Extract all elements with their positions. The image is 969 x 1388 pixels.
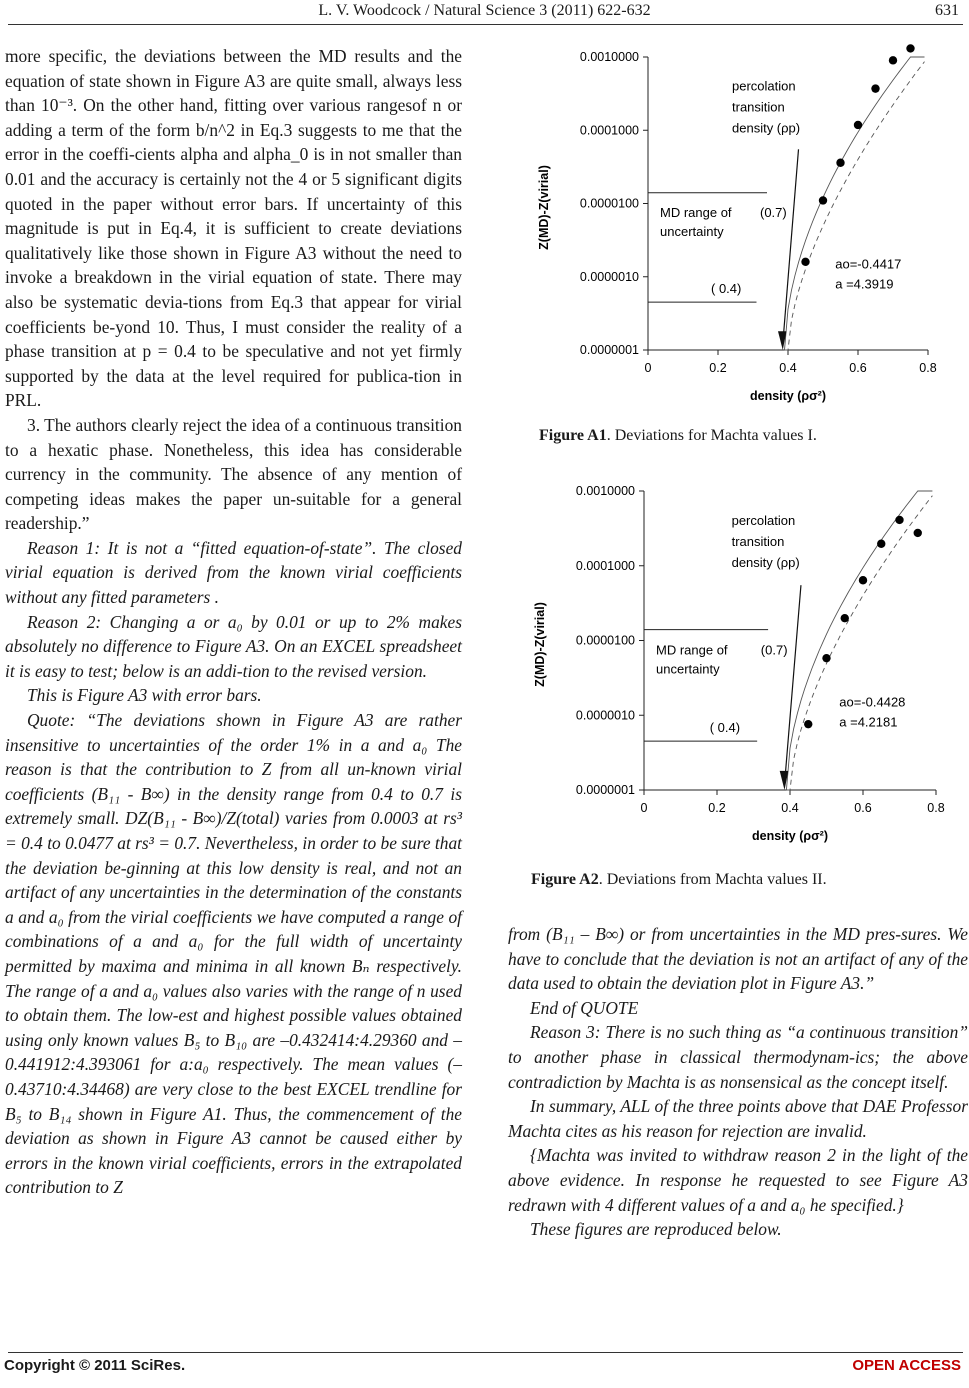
y-axis-label: Z(MD)-Z(virial) (533, 602, 547, 687)
page-number: 631 (935, 2, 959, 19)
running-title: L. V. Woodcock / Natural Science 3 (2011) 622-632 (318, 2, 651, 19)
percolation-label: transition (732, 99, 785, 115)
data-point (871, 84, 879, 92)
paragraph: Reason 2: Changing a or a₀ by 0.01 or up to 2% makes absolutely no difference to Figure A3. On an EXCEL spreadsheet it is easy to test; below is an addi-tion to the revised version. (5, 611, 462, 681)
data-point (819, 196, 827, 204)
md-range-label: MD range of (656, 642, 728, 658)
reference-curve-solid (786, 491, 932, 790)
data-point (895, 516, 903, 524)
data-point (859, 576, 867, 584)
parameter-label: a =4.3919 (835, 276, 894, 292)
x-tick-label: 0.6 (854, 801, 872, 815)
y-tick-label: 0.0000100 (575, 633, 635, 648)
parameter-label: a =4.2181 (839, 714, 898, 730)
percolation-arrow (783, 149, 799, 344)
paragraph: These figures are reproduced below. (530, 1219, 782, 1240)
percolation-label: percolation (732, 78, 796, 94)
figure-a2-caption (531, 871, 827, 889)
data-point (836, 159, 844, 167)
x-tick-label: 0.8 (927, 801, 945, 815)
x-tick-label: 0.6 (849, 361, 867, 375)
caption-label: Figure A1 (539, 427, 607, 444)
paragraph: Reason 3: There is no such thing as “a continuous transition” to another phase in classical thermodynam-ics; the above contradiction by Machta is as nonsensical as the concept itself. (508, 1022, 968, 1092)
x-tick-label: 0.8 (919, 361, 937, 375)
reference-curve-dashed (786, 496, 932, 790)
x-axis-label: density (ρσ²) (749, 389, 827, 403)
data-point (801, 258, 809, 266)
right-column (508, 922, 968, 1242)
percolation-label: density (ρp) (732, 120, 801, 136)
paragraph: from (B₁₁ – B∞) or from uncertainties in the MD pres-sures. We have to conclude that the deviation is not an artifact of any of the data used to obtain the deviation plot in Figure A3.” (508, 924, 968, 994)
data-point (914, 529, 922, 537)
md-range-label: uncertainty (656, 661, 720, 677)
caption-text: . Deviations for Machta values I. (606, 427, 817, 444)
y-tick-label: 0.0000010 (579, 269, 639, 284)
paragraph: Reason 1: It is not a “fitted equation-of-state”. The closed virial equation is derived from the known virial coefficients without any fitted parameters . (5, 537, 462, 608)
parameter-label: ao=-0.4417 (835, 256, 902, 272)
reference-curve-solid (785, 57, 925, 350)
percolation-arrow (785, 585, 801, 784)
paragraph: more specific, the deviations between the MD results and the equation of state shown in Figure A3 are quite small, always less than 10⁻³. On the other hand, fitting over various rangesof n or adding a term of the form b/n^2 in Eq.3 suggests to me that the error in the coeffi-cients alpha and alpha_0 is in not smaller than 0.01 and the accuracy is certainly not the 4 or 5 significant digits quoted in the paper without error bars. If uncertainty of this magnitude is put in Eq.4, it is sufficient to create deviations qualitatively like those shown in Figure A3 without the need to invoke a breakdown in the virial equation of state. There may also be systematic devia-tions from Eq.3 that appear for virial coefficients be-yond 10. Thus, I must consider the reality of a phase transition at p = 0.4 to be speculative and not yet firmly supported by the data at the level required for publica-tion in PRL. (5, 46, 462, 411)
x-tick-label: 0 (644, 361, 652, 375)
y-tick-label: 0.0010000 (575, 484, 635, 498)
y-tick-label: 0.0000010 (575, 708, 635, 723)
percolation-label: percolation (731, 513, 796, 529)
header-rule (8, 24, 963, 25)
x-tick-label: 0.4 (781, 801, 799, 815)
paragraph: In summary, ALL of the three points above that DAE Professor Machta cites as his reason for rejection are invalid. (508, 1096, 968, 1141)
paragraph: End of QUOTE (530, 997, 639, 1018)
data-point (854, 121, 862, 129)
paragraph: Quote: “The deviations shown in Figure A3 are rather insensitive to uncertainties of the order 1% in a and a₀ The reason is that the contribution to Z from all un-known virial coefficients (B₁₁ - B∞) in the density range from 0.4 to 0.7 is extremely small. DZ(B₁₁ - B∞)/Z(total) varies from 0.0003 at rs³ = 0.4 to 0.0477 at rs³ = 0.7. Nevertheless, in order to be sure that the deviation be-ginning at this low density is real, and not an artifact of any uncertainties in the determination of the constants a and a₀ from the virial coefficients we have computed a range of combinations of a and a₀ for the full width of uncertainty permitted by maxima and minima in all known Bₙ respectively. The range of a and a₀ values also varies with the range of n used to obtain them. The low-est and highest possible values obtained using only known values B₅ to B₁₀ are –0.432414:4.29360 and –0.441912:4.393061 for a:a₀ respectively. The mean values (–0.43710:4.34468) are very close to the best EXCEL trendline for B₅ to B₁₄ shown in Figure A1. Thus, the commencement of the deviation as shown in Figure A3 cannot be caused either by errors in the known virial coefficients, errors in the extrapolated contribution to Z (5, 710, 462, 1198)
data-point (804, 720, 812, 728)
figure-a1-caption (539, 427, 817, 445)
x-axis-label: density (ρσ²) (751, 829, 829, 843)
x-tick-label: 0 (640, 801, 648, 815)
percolation-label: density (ρp) (731, 555, 800, 571)
copyright: Copyright © 2011 SciRes. (4, 1357, 186, 1374)
md-range-label: uncertainty (660, 224, 724, 240)
upper-bound-label: (0.7) (760, 642, 788, 658)
running-header (0, 2, 969, 20)
left-column (5, 44, 462, 1200)
percolation-label: transition (731, 534, 785, 550)
paragraph: 3. The authors clearly reject the idea of a continuous transition to a hexatic phase. Nonetheless, this idea has considerable currency in the community. The absence of any mention of competing ideas makes the paper un-suitable for a general readership.” (5, 414, 462, 534)
y-tick-label: 0.0010000 (579, 50, 639, 64)
figure-a1-chart (520, 40, 960, 420)
y-tick-label: 0.0000001 (575, 783, 635, 797)
parameter-label: ao=-0.4428 (839, 694, 906, 710)
x-tick-label: 0.2 (708, 801, 726, 815)
data-point (841, 614, 849, 622)
y-tick-label: 0.0001000 (575, 558, 635, 573)
y-tick-label: 0.0001000 (579, 123, 639, 138)
lower-bound-label: ( 0.4) (711, 281, 742, 297)
figure-a2-chart (520, 473, 960, 858)
footer-rule (8, 1352, 963, 1353)
y-axis-label: Z(MD)-Z(virial) (537, 165, 551, 250)
lower-bound-label: ( 0.4) (709, 719, 741, 735)
data-point (889, 56, 897, 64)
y-tick-label: 0.0000001 (579, 343, 639, 357)
data-point (822, 654, 830, 662)
x-tick-label: 0.4 (779, 361, 797, 375)
paragraph: {Machta was invited to withdraw reason 2 in the light of the above evidence. In response he requested to see Figure A3 redrawn with 4 different values of a and a₀ he specified.} (508, 1145, 968, 1215)
reference-curve-dashed (785, 62, 925, 350)
md-range-label: MD range of (660, 205, 732, 221)
paragraph: This is Figure A3 with error bars. (27, 685, 262, 706)
open-access-label: OPEN ACCESS (852, 1357, 961, 1374)
upper-bound-label: (0.7) (760, 205, 787, 221)
x-tick-label: 0.2 (709, 361, 727, 375)
data-point (906, 44, 914, 52)
data-point (877, 540, 885, 548)
caption-text: . Deviations from Machta values II. (598, 871, 827, 888)
y-tick-label: 0.0000100 (579, 196, 639, 211)
caption-label: Figure A2 (531, 871, 599, 888)
